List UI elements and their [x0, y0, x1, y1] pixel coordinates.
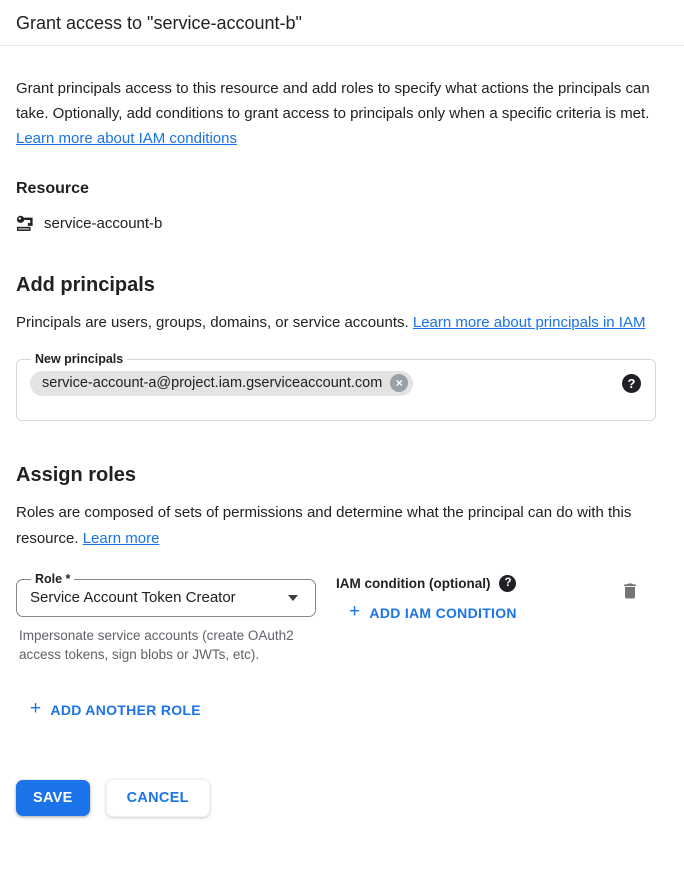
- delete-role-button[interactable]: [620, 581, 640, 601]
- service-account-icon: [16, 214, 35, 233]
- delete-role-column: [620, 572, 640, 606]
- intro-paragraph: [16, 76, 666, 151]
- new-principals-input[interactable]: [16, 352, 656, 421]
- assign-roles-heading: Assign roles: [16, 464, 137, 486]
- add-principals-heading: Add principals: [16, 274, 155, 296]
- iam-condition-column: [336, 572, 517, 622]
- principal-chip-text: service-account-a@project.iam.gserviceaccount.com: [42, 375, 383, 391]
- principals-description-text: Principals are users, groups, domains, or service accounts.: [16, 314, 409, 331]
- iam-condition-label-row: [336, 575, 517, 592]
- add-another-role-button[interactable]: [30, 700, 201, 719]
- roles-learn-more-link[interactable]: Learn more: [82, 530, 160, 547]
- role-select-label: Role *: [35, 572, 71, 586]
- plus-icon: +: [349, 601, 361, 622]
- principals-help-icon[interactable]: ?: [622, 374, 641, 393]
- resource-heading: Resource: [16, 180, 89, 197]
- page-title: Grant access to "service-account-b": [16, 13, 302, 33]
- role-column: [16, 572, 316, 664]
- dialog-header: [0, 0, 684, 46]
- add-iam-condition-button[interactable]: [349, 603, 517, 622]
- add-iam-condition-label: ADD IAM CONDITION: [369, 604, 517, 621]
- iam-condition-label: IAM condition (optional): [336, 576, 491, 591]
- principals-description: [16, 310, 666, 336]
- new-principals-label: New principals: [35, 352, 124, 366]
- principals-learn-more-link[interactable]: Learn more about principals in IAM: [412, 314, 646, 331]
- roles-description-text: Roles are composed of sets of permissions and determine what the principal can do with this resource.: [16, 504, 632, 547]
- plus-icon: +: [30, 698, 42, 719]
- iam-condition-help-icon[interactable]: ?: [499, 575, 516, 592]
- iam-conditions-learn-more-link[interactable]: Learn more about IAM conditions: [16, 130, 237, 147]
- add-another-role-label: ADD ANOTHER ROLE: [50, 701, 201, 718]
- dialog-body: [0, 76, 684, 817]
- role-value-row: [30, 589, 301, 606]
- trash-icon: [620, 589, 640, 604]
- role-select[interactable]: [16, 572, 316, 617]
- role-selected-value: Service Account Token Creator: [30, 589, 236, 606]
- dialog-footer: [16, 779, 668, 817]
- role-row: [16, 572, 668, 664]
- principal-chip-row: [30, 371, 641, 396]
- chip-remove-icon[interactable]: ×: [390, 374, 408, 392]
- roles-description: [16, 500, 666, 552]
- principal-chip: [30, 371, 413, 396]
- resource-row: [16, 214, 668, 233]
- cancel-button[interactable]: CANCEL: [106, 779, 210, 817]
- role-helper-text: Impersonate service accounts (create OAuth2 access tokens, sign blobs or JWTs, etc).: [19, 628, 294, 662]
- intro-text: Grant principals access to this resource and add roles to specify what actions the principals can take. Optionally, add conditions to grant access to principals only when a specific criteria is met.: [16, 80, 650, 122]
- resource-name: service-account-b: [44, 215, 163, 232]
- chevron-down-icon: [288, 595, 298, 601]
- save-button[interactable]: SAVE: [16, 780, 90, 816]
